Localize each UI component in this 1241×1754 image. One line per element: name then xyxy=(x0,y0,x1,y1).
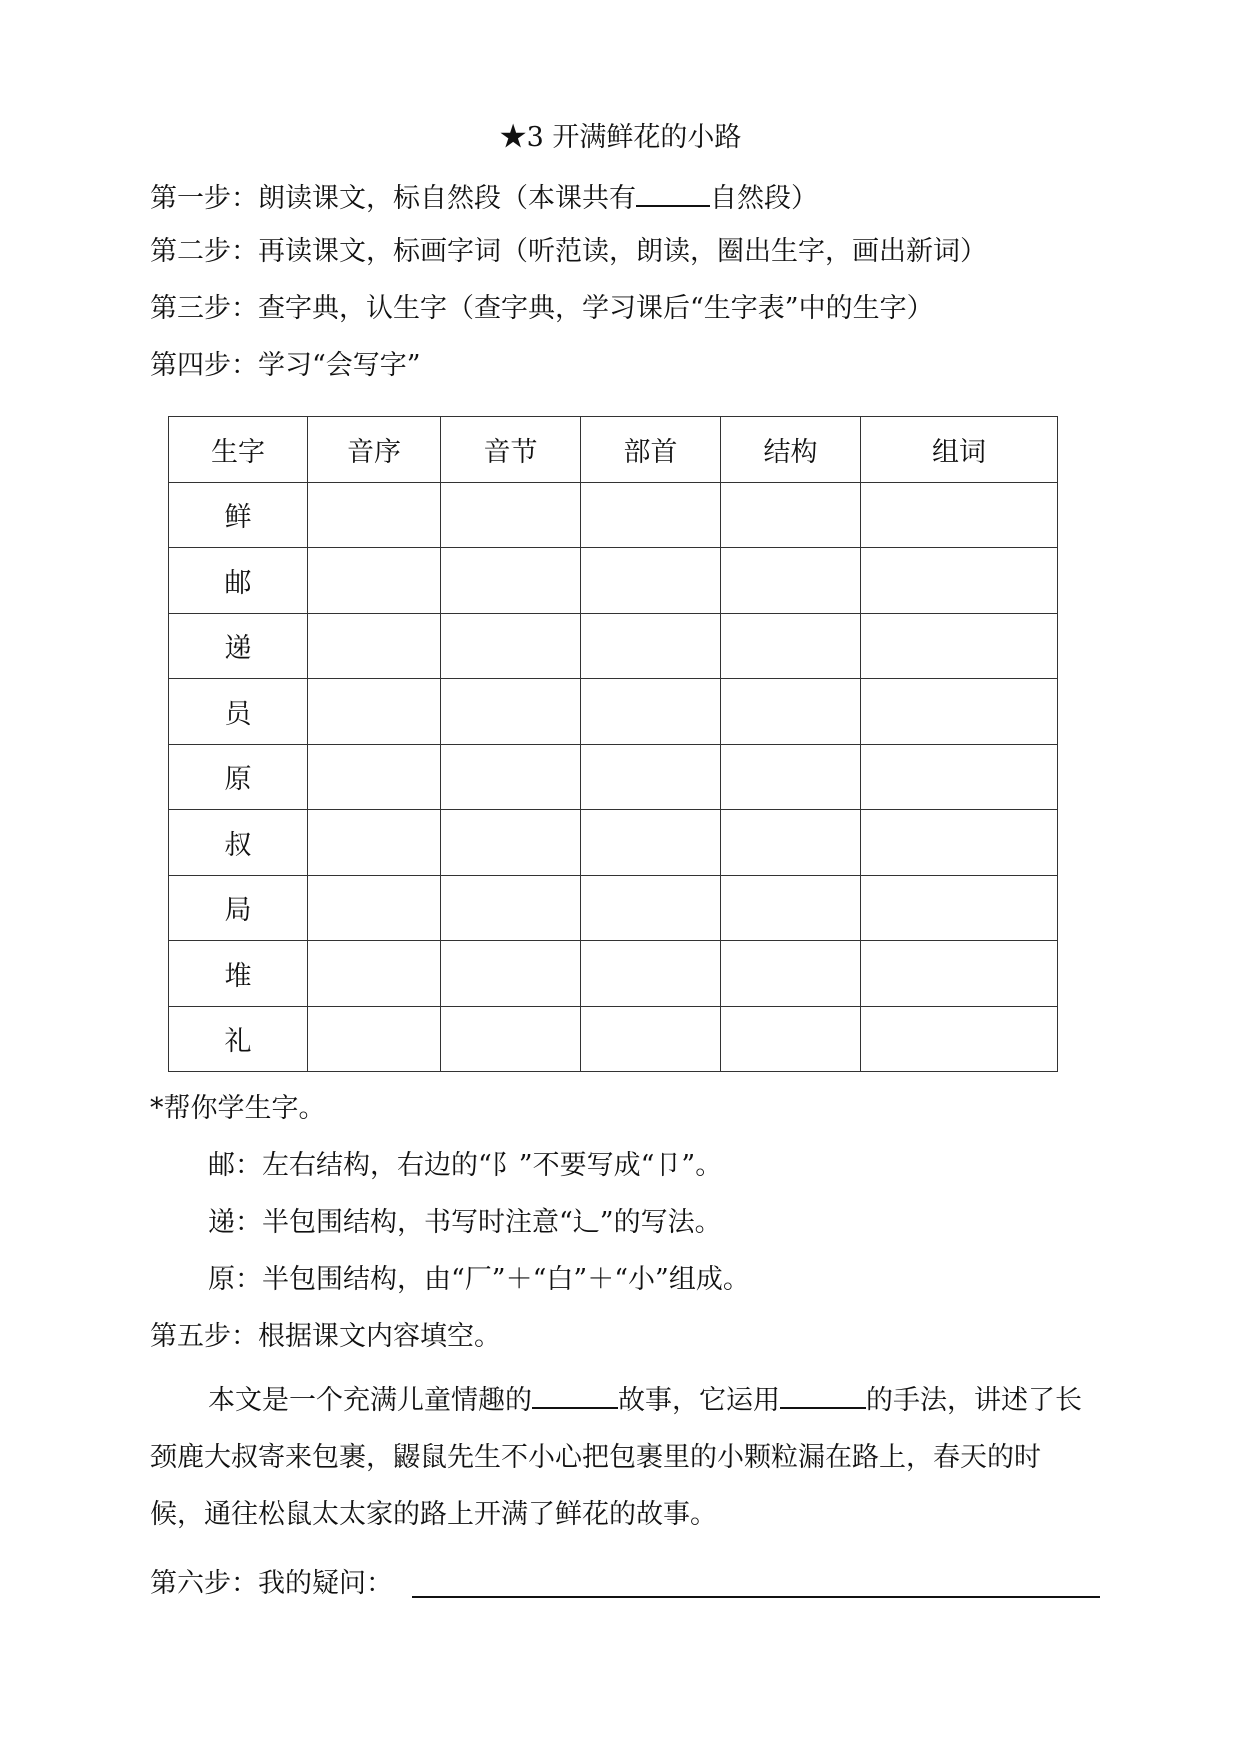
initial-cell[interactable] xyxy=(308,941,441,1007)
words-cell[interactable] xyxy=(861,548,1058,614)
table-row xyxy=(169,941,1058,1007)
radical-cell[interactable] xyxy=(581,1006,721,1072)
row-character: 堆 xyxy=(169,941,308,1007)
words-cell[interactable] xyxy=(861,810,1058,876)
row-character: 递 xyxy=(169,613,308,679)
initial-cell[interactable] xyxy=(308,548,441,614)
row-character: 员 xyxy=(169,679,308,745)
syllable-cell[interactable] xyxy=(441,1006,581,1072)
radical-cell[interactable] xyxy=(581,875,721,941)
syllable-cell[interactable] xyxy=(441,482,581,548)
row-character: 邮 xyxy=(169,548,308,614)
page-title: ★3 开满鲜花的小路 xyxy=(499,122,742,153)
structure-cell[interactable] xyxy=(721,679,861,745)
words-cell[interactable] xyxy=(861,941,1058,1007)
initial-cell[interactable] xyxy=(308,744,441,810)
step-3: 第三步：查字典，认生字（查字典，学习课后“生字表”中的生字） xyxy=(150,293,934,324)
table-row xyxy=(169,744,1058,810)
radical-cell[interactable] xyxy=(581,744,721,810)
row-character: 礼 xyxy=(169,1006,308,1072)
step-2: 第二步：再读课文，标画字词（听范读，朗读，圈出生字，画出新词） xyxy=(150,236,987,267)
structure-cell[interactable] xyxy=(721,875,861,941)
initial-cell[interactable] xyxy=(308,1006,441,1072)
table-header-row xyxy=(169,417,1058,483)
table-row xyxy=(169,548,1058,614)
table-row xyxy=(169,810,1058,876)
words-cell[interactable] xyxy=(861,1006,1058,1072)
question-answer-line[interactable] xyxy=(412,1596,1100,1598)
structure-cell[interactable] xyxy=(721,482,861,548)
syllable-cell[interactable] xyxy=(441,810,581,876)
syllable-cell[interactable] xyxy=(441,613,581,679)
words-cell[interactable] xyxy=(861,744,1058,810)
structure-cell[interactable] xyxy=(721,744,861,810)
help-note: 递：半包围结构，书写时注意“辶”的写法。 xyxy=(208,1207,722,1238)
fill-text: 的手法，讲述了长颈鹿大叔寄来包裹，鼹鼠先生不小心把包裹里的小颗粒漏在路上，春天的时候，通往松鼠太太家的路上开满了鲜花的故事。 xyxy=(150,1385,1082,1530)
radical-cell[interactable] xyxy=(581,941,721,1007)
step-4: 第四步：学习“会写字” xyxy=(150,350,421,381)
step-5: 第五步：根据课文内容填空。 xyxy=(150,1321,501,1352)
initial-cell[interactable] xyxy=(308,679,441,745)
help-note: 邮：左右结构，右边的“阝”不要写成“卩”。 xyxy=(208,1150,723,1181)
step-1-text-end: 自然段） xyxy=(710,183,818,214)
table-row xyxy=(169,482,1058,548)
syllable-cell[interactable] xyxy=(441,744,581,810)
fill-in-paragraph xyxy=(150,1372,1090,1543)
syllable-cell[interactable] xyxy=(441,679,581,745)
fill-text: 本文是一个充满儿童情趣的 xyxy=(208,1385,532,1416)
story-type-blank[interactable] xyxy=(532,1377,618,1409)
structure-cell[interactable] xyxy=(721,941,861,1007)
table-row xyxy=(169,1006,1058,1072)
header-syllable: 音节 xyxy=(441,417,581,483)
words-cell[interactable] xyxy=(861,875,1058,941)
words-cell[interactable] xyxy=(861,679,1058,745)
syllable-cell[interactable] xyxy=(441,941,581,1007)
radical-cell[interactable] xyxy=(581,810,721,876)
initial-cell[interactable] xyxy=(308,482,441,548)
words-cell[interactable] xyxy=(861,613,1058,679)
table-row xyxy=(169,679,1058,745)
syllable-cell[interactable] xyxy=(441,875,581,941)
radical-cell[interactable] xyxy=(581,679,721,745)
initial-cell[interactable] xyxy=(308,875,441,941)
radical-cell[interactable] xyxy=(581,548,721,614)
structure-cell[interactable] xyxy=(721,810,861,876)
help-heading: *帮你学生字。 xyxy=(150,1093,326,1124)
table-row xyxy=(169,875,1058,941)
structure-cell[interactable] xyxy=(721,1006,861,1072)
step-6: 第六步：我的疑问： xyxy=(150,1568,393,1599)
row-character: 叔 xyxy=(169,810,308,876)
radical-cell[interactable] xyxy=(581,613,721,679)
character-table xyxy=(168,416,1058,1072)
header-initial: 音序 xyxy=(308,417,441,483)
row-character: 原 xyxy=(169,744,308,810)
radical-cell[interactable] xyxy=(581,482,721,548)
technique-blank[interactable] xyxy=(780,1377,866,1409)
header-words: 组词 xyxy=(861,417,1058,483)
header-structure: 结构 xyxy=(721,417,861,483)
words-cell[interactable] xyxy=(861,482,1058,548)
paragraph-count-blank[interactable] xyxy=(636,175,710,207)
header-radical: 部首 xyxy=(581,417,721,483)
fill-text: 故事，它运用 xyxy=(618,1385,780,1416)
help-note: 原：半包围结构，由“厂”＋“白”＋“小”组成。 xyxy=(208,1264,750,1295)
structure-cell[interactable] xyxy=(721,548,861,614)
step-1-text: 第一步：朗读课文，标自然段（本课共有 xyxy=(150,183,636,214)
header-character: 生字 xyxy=(169,417,308,483)
initial-cell[interactable] xyxy=(308,810,441,876)
syllable-cell[interactable] xyxy=(441,548,581,614)
step-1 xyxy=(150,175,818,219)
initial-cell[interactable] xyxy=(308,613,441,679)
table-row xyxy=(169,613,1058,679)
structure-cell[interactable] xyxy=(721,613,861,679)
row-character: 鲜 xyxy=(169,482,308,548)
row-character: 局 xyxy=(169,875,308,941)
